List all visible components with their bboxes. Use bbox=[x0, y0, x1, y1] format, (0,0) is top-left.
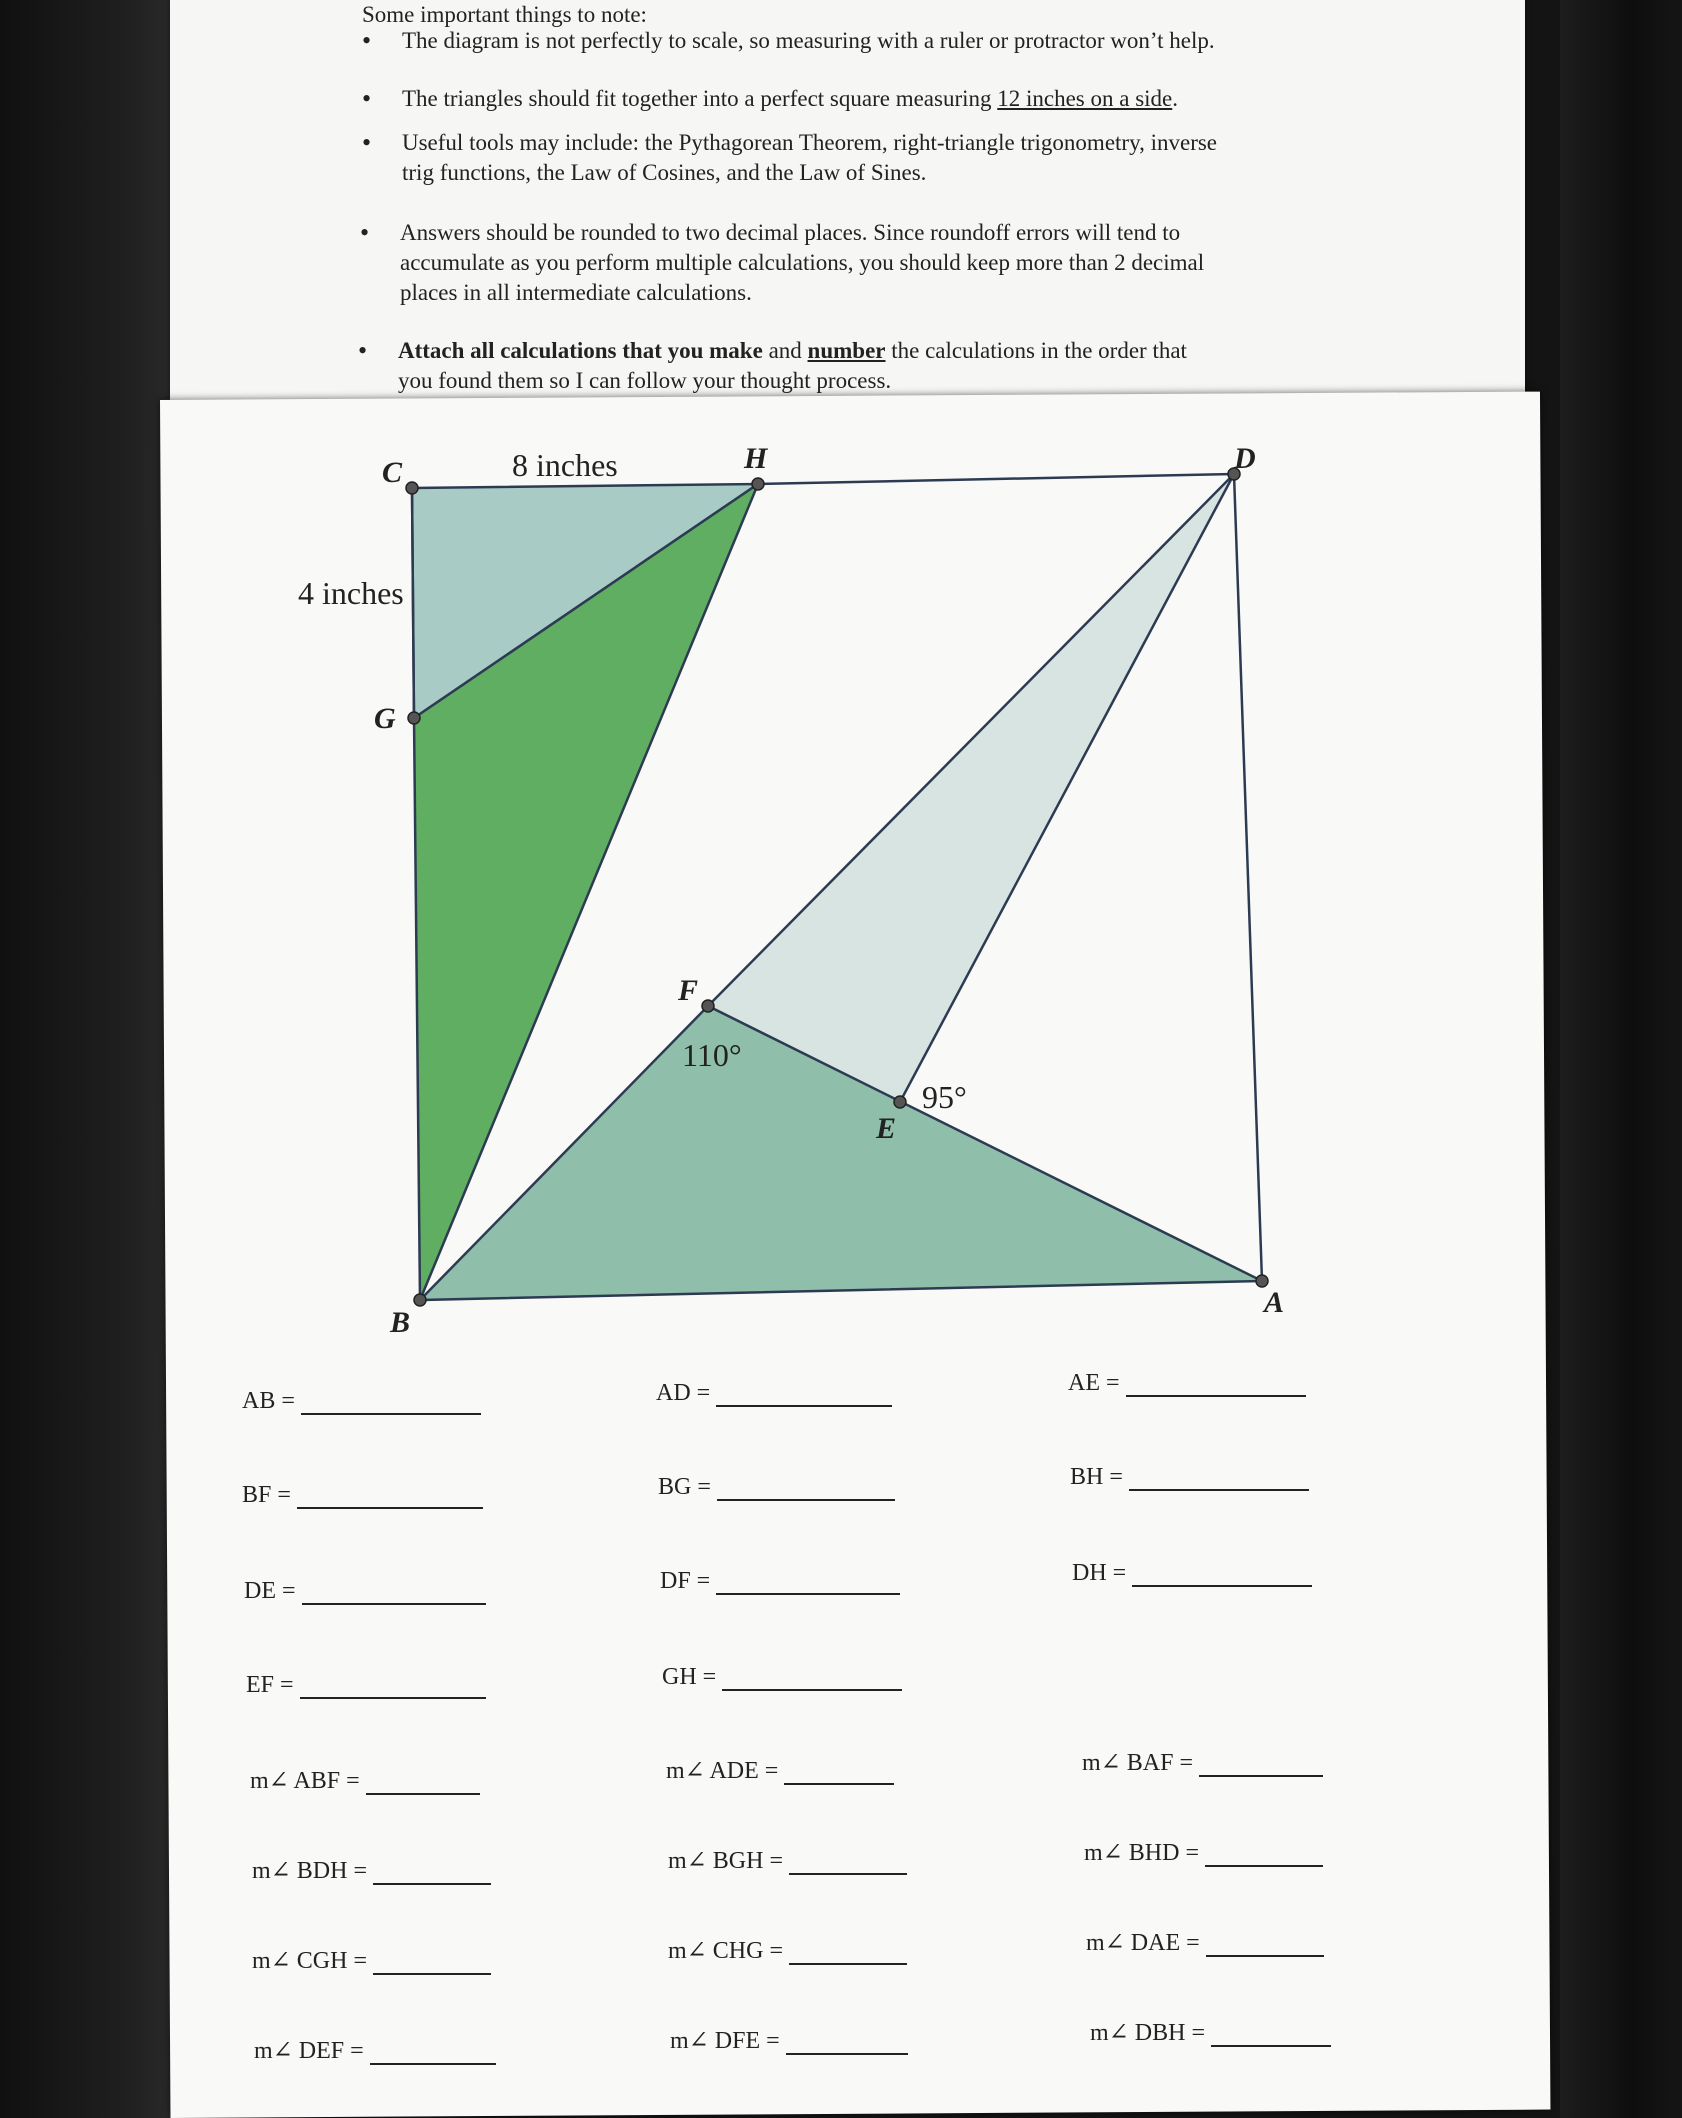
answer-label: m∠ BAF = bbox=[1082, 1750, 1193, 1776]
answer-blank-line[interactable] bbox=[302, 1581, 486, 1605]
answer-blank-line[interactable] bbox=[789, 1941, 907, 1965]
answer-label: m∠ DEF = bbox=[254, 2038, 364, 2064]
point-label-b: B bbox=[390, 1306, 411, 1339]
answer-label: BH = bbox=[1070, 1464, 1123, 1490]
answer-field-14 bbox=[252, 1856, 491, 1885]
answer-field-8 bbox=[1072, 1560, 1312, 1587]
answer-label: m∠ BHD = bbox=[1084, 1840, 1199, 1866]
answer-blank-line[interactable] bbox=[1206, 1933, 1324, 1957]
note-2: • The triangles should fit together into a perfect square measuring 12 inches on a side. bbox=[402, 84, 1362, 114]
answer-label: AB = bbox=[242, 1388, 295, 1414]
answer-blank-line[interactable] bbox=[1129, 1467, 1309, 1491]
answer-blank-line[interactable] bbox=[1199, 1753, 1323, 1777]
answer-field-15 bbox=[668, 1846, 907, 1875]
answer-blank-line[interactable] bbox=[1126, 1373, 1306, 1397]
answer-field-11 bbox=[250, 1766, 480, 1795]
answer-blank-line[interactable] bbox=[366, 1771, 480, 1795]
triangle-bfd bbox=[708, 474, 1234, 1102]
answer-blank-line[interactable] bbox=[722, 1667, 902, 1691]
answer-field-9 bbox=[246, 1672, 486, 1699]
answer-blank-line[interactable] bbox=[373, 1951, 491, 1975]
answer-field-1 bbox=[656, 1380, 892, 1407]
answer-field-21 bbox=[670, 2026, 908, 2055]
answer-field-12 bbox=[666, 1756, 894, 1785]
answer-field-4 bbox=[658, 1474, 895, 1501]
answer-label: m∠ DAE = bbox=[1086, 1930, 1200, 1956]
answer-field-0 bbox=[242, 1388, 481, 1415]
answer-label: m∠ ABF = bbox=[250, 1768, 360, 1794]
answer-blank-line[interactable] bbox=[373, 1861, 491, 1885]
answer-blank-line[interactable] bbox=[1211, 2023, 1331, 2047]
top-side-label: 8 inches bbox=[512, 447, 618, 483]
answer-field-10 bbox=[662, 1664, 902, 1691]
vertex-h-dot bbox=[752, 478, 764, 490]
answer-label: EF = bbox=[246, 1672, 294, 1698]
answer-field-20 bbox=[254, 2036, 496, 2065]
answer-blank-line[interactable] bbox=[300, 1675, 486, 1699]
answer-label: DF = bbox=[660, 1568, 711, 1594]
answer-field-3 bbox=[242, 1482, 483, 1509]
note-5: • Attach all calculations that you make and number the calculations in the order that you found them so I can follow your thought process. bbox=[398, 336, 1358, 396]
answer-label: BG = bbox=[658, 1474, 711, 1500]
answer-field-18 bbox=[668, 1936, 907, 1965]
point-label-e: E bbox=[876, 1112, 897, 1145]
answer-blank-line[interactable] bbox=[297, 1485, 483, 1509]
answer-field-6 bbox=[244, 1578, 486, 1605]
vertex-e-dot bbox=[894, 1096, 906, 1108]
answer-blank-line[interactable] bbox=[789, 1851, 907, 1875]
point-label-c: C bbox=[382, 456, 403, 489]
answer-label: m∠ ADE = bbox=[666, 1758, 779, 1784]
point-label-f: F bbox=[678, 974, 699, 1007]
note-1: • The diagram is not perfectly to scale, so measuring with a ruler or protractor won’t help. bbox=[402, 26, 1362, 56]
answer-field-7 bbox=[660, 1568, 900, 1595]
answer-blank-line[interactable] bbox=[716, 1571, 900, 1595]
answer-label: AE = bbox=[1068, 1370, 1120, 1396]
answer-field-2 bbox=[1068, 1370, 1306, 1397]
left-side-label: 4 inches bbox=[298, 575, 404, 611]
answer-blank-line[interactable] bbox=[301, 1391, 481, 1415]
answer-label: m∠ CHG = bbox=[668, 1938, 783, 1964]
answer-label: m∠ DBH = bbox=[1090, 2020, 1205, 2046]
point-label-h: H bbox=[744, 442, 768, 475]
answer-field-17 bbox=[252, 1946, 491, 1975]
note-3: • Useful tools may include: the Pythagorean Theorem, right-triangle trigonometry, inverse trig functions, the Law of Cosines, and the Law of Sines. bbox=[402, 128, 1362, 188]
answer-label: m∠ BGH = bbox=[668, 1848, 783, 1874]
point-label-g: G bbox=[374, 702, 396, 735]
answer-blank-line[interactable] bbox=[370, 2041, 496, 2065]
vertex-c-dot bbox=[406, 482, 418, 494]
answer-label: m∠ BDH = bbox=[252, 1858, 367, 1884]
answer-field-19 bbox=[1086, 1928, 1324, 1957]
vertex-b-dot bbox=[414, 1294, 426, 1306]
answer-blank-line[interactable] bbox=[1205, 1843, 1323, 1867]
answer-field-22 bbox=[1090, 2018, 1331, 2047]
vertex-g-dot bbox=[408, 712, 420, 724]
square-right-edge bbox=[1234, 474, 1262, 1281]
answer-label: DE = bbox=[244, 1578, 296, 1604]
answer-label: m∠ CGH = bbox=[252, 1948, 367, 1974]
vertex-f-dot bbox=[702, 1000, 714, 1012]
angle-e-label: 95° bbox=[922, 1079, 967, 1115]
answer-blank-line[interactable] bbox=[1132, 1563, 1312, 1587]
angle-f-label: 110° bbox=[682, 1037, 742, 1073]
answer-blank-line[interactable] bbox=[717, 1477, 895, 1501]
answer-label: m∠ DFE = bbox=[670, 2028, 780, 2054]
square-top-edge bbox=[758, 474, 1234, 484]
note-4: • Answers should be rounded to two decimal places. Since roundoff errors will tend to accumulate as you perform multiple calculations, you should keep more than 2 decimal places in all intermediate calculations. bbox=[400, 218, 1360, 308]
answer-label: GH = bbox=[662, 1664, 717, 1690]
answer-field-5 bbox=[1070, 1464, 1309, 1491]
notes-heading: Some important things to note: bbox=[362, 2, 647, 27]
answer-label: DH = bbox=[1072, 1560, 1127, 1586]
answer-field-16 bbox=[1084, 1838, 1323, 1867]
answer-blank-line[interactable] bbox=[716, 1383, 892, 1407]
answer-label: BF = bbox=[242, 1482, 291, 1508]
point-label-d: D bbox=[1234, 442, 1256, 475]
answer-blank-line[interactable] bbox=[784, 1761, 894, 1785]
point-label-a: A bbox=[1264, 1286, 1285, 1319]
answer-blank-line[interactable] bbox=[786, 2031, 908, 2055]
underlined-measure: 12 inches on a side bbox=[997, 86, 1173, 111]
answer-label: AD = bbox=[656, 1380, 711, 1406]
answer-field-13 bbox=[1082, 1748, 1323, 1777]
